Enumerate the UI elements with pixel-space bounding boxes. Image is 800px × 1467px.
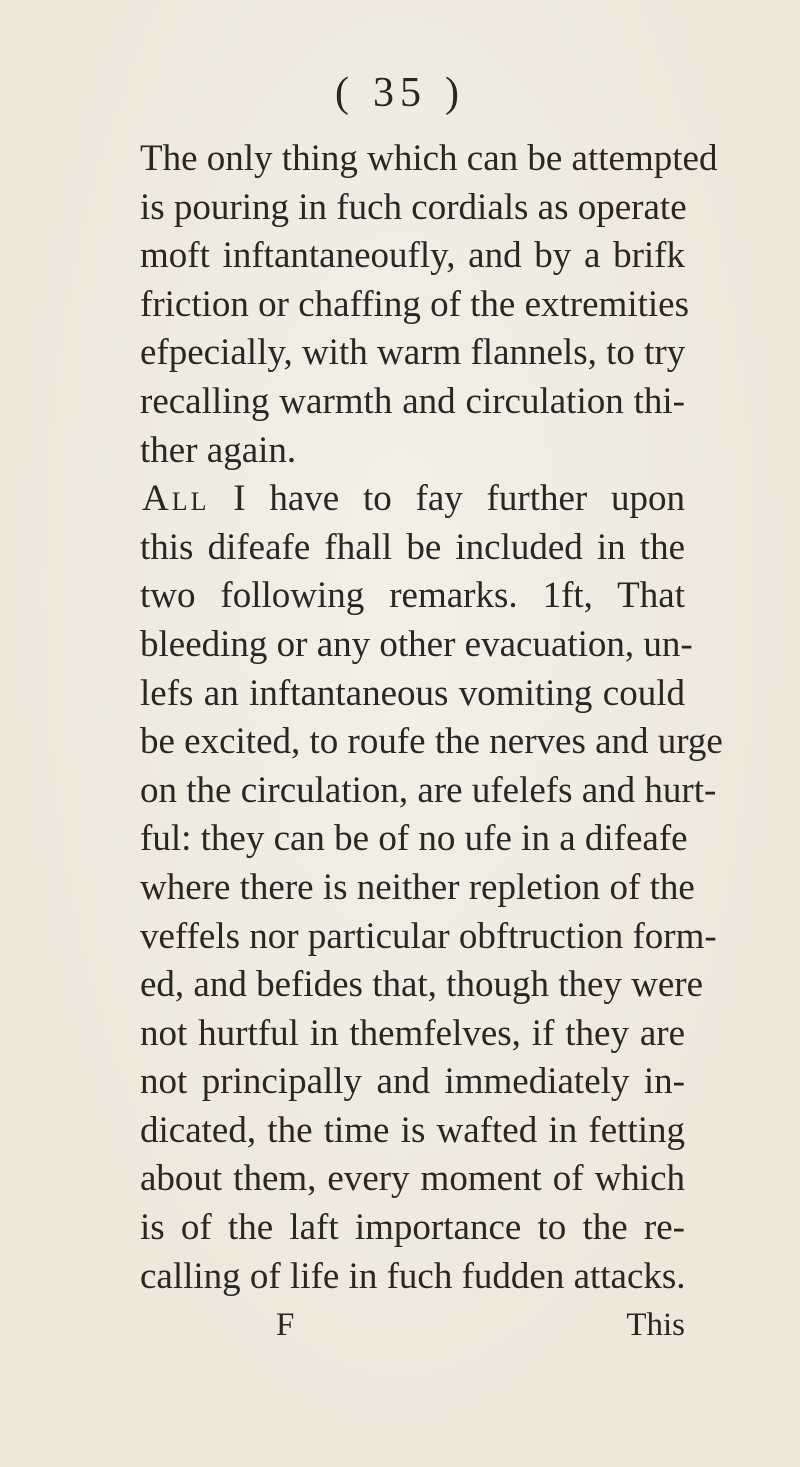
opening-line-rest: I have to fay further upon [209,478,685,520]
text-line: this difeafe fhall be included in the [140,526,685,568]
text-line: The only thing which can be attempted [140,138,718,179]
text-line: dicated, the time is wafted in fetting [140,1109,685,1151]
text-line: moft inftantaneoufly, and by a brifk [140,235,685,277]
body-text [140,135,723,1347]
text-line: on the circulation, are ufelefs and hurt- [140,769,717,811]
text-line: is of the laft importance to the re- [140,1207,685,1249]
catchword: This [626,1307,685,1344]
text-line: calling of life in fuch fudden attacks. [140,1255,686,1297]
text-line: recalling warmth and circulation thi- [140,380,685,422]
text-line: veffels nor particular obftruction form- [140,915,717,957]
text-line: efpecially, with warm flannels, to try [140,332,686,374]
signature-mark: F [276,1307,295,1344]
text-line: not principally and immediately in- [140,1061,685,1103]
paragraph-opening-line [140,475,685,524]
text-line: ful: they can be of no ufe in a difeafe [140,818,688,860]
right-paren: ) [445,70,465,116]
text-line: two following remarks. 1ft, That [140,575,685,617]
left-paren: ( [335,70,355,116]
text-line: where there is neither repletion of the [140,866,695,908]
text-line: about them, every moment of which [140,1158,685,1200]
text-line: is pouring in fuch cordials as operate [140,186,687,228]
page-footer [140,1303,685,1347]
text-line: lefs an inftantaneous vomiting could [140,672,685,714]
text-line: friction or chaffing of the extremities [140,283,689,325]
text-line: be excited, to roufe the nerves and urge [140,721,723,763]
page-number-header [0,72,800,114]
text-line: not hurtful in themfelves, if they are [140,1012,685,1054]
text-line: ed, and befides that, though they were [140,964,704,1006]
text-line: bleeding or any other evacuation, un- [140,623,693,665]
small-caps-lead: All [142,478,210,520]
text-line: ther again. [140,429,297,471]
page-number: 35 [373,70,427,116]
